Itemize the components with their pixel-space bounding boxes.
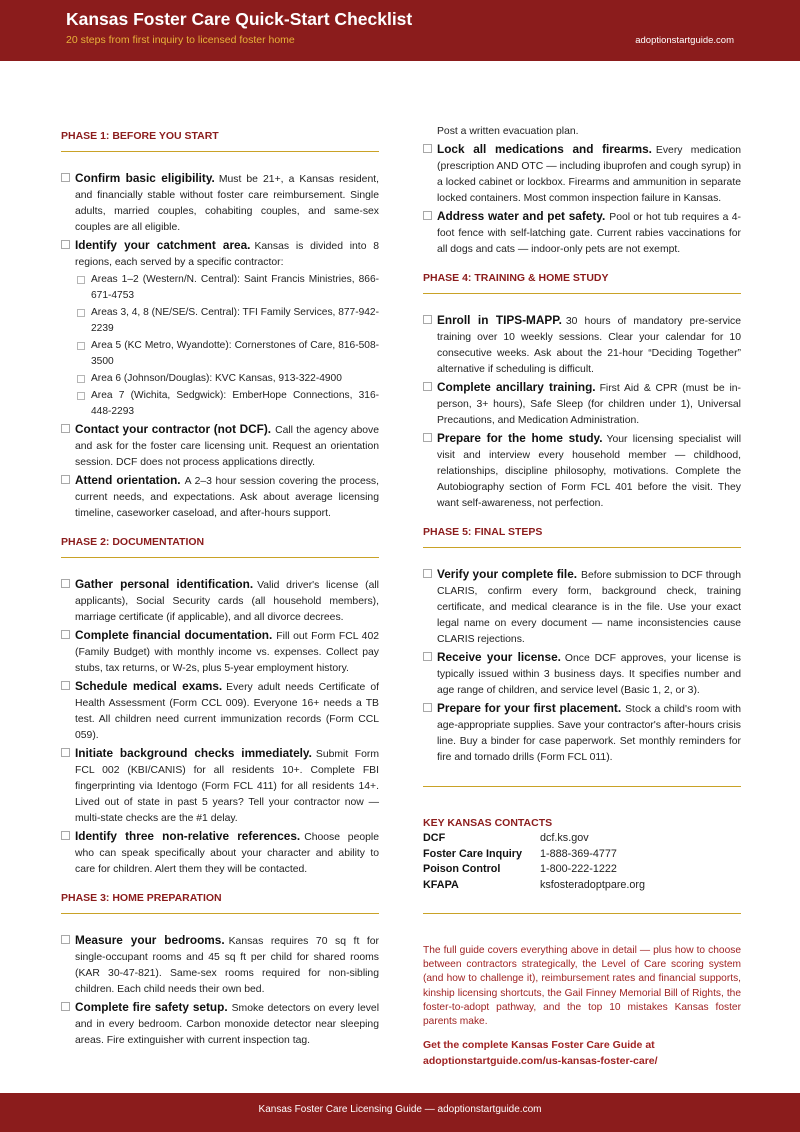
- promo-text: The full guide covers everything above in detail — plus how to choose between contractors strategically, the Level of Care scoring system (and how to challenge it), reimbursement rates and financial supports, kinship licensing shortcuts, the Gail Finney Memorial Bill of Rights, the foster-to-adopt pathway, and the top 10 mistakes Kansas foster parents make.: [423, 945, 741, 1028]
- checkbox[interactable]: [423, 433, 432, 442]
- left-column: [61, 124, 379, 1050]
- contact-label: Poison Control: [423, 863, 501, 875]
- phase-2-heading: PHASE 2: DOCUMENTATION: [61, 530, 379, 558]
- checklist-item: [423, 700, 741, 766]
- checkbox[interactable]: [61, 831, 70, 840]
- checkbox[interactable]: [423, 382, 432, 391]
- contact-value[interactable]: 1-888-369-4777: [540, 847, 617, 860]
- phase-4-heading: PHASE 4: TRAINING & HOME STUDY: [423, 266, 741, 294]
- checklist-item: [61, 678, 379, 744]
- checkbox[interactable]: [61, 681, 70, 690]
- region-item: [61, 272, 379, 304]
- item-title: Complete financial documentation.: [75, 628, 273, 642]
- item-title: Gather personal identification.: [75, 577, 254, 591]
- region-item: [61, 388, 379, 420]
- divider: [423, 786, 741, 787]
- item-title: Enroll in TIPS-MAPP.: [437, 313, 562, 327]
- checkbox[interactable]: [61, 1002, 70, 1011]
- item-text: Once DCF approves, your license is typically issued within 3 business days. It specifies number and age range of children, and service level (Basic 1, 2, or 3).: [437, 653, 741, 696]
- checkbox[interactable]: [61, 579, 70, 588]
- checklist-item: [423, 379, 741, 429]
- checkbox[interactable]: [77, 375, 85, 383]
- item-text: Kansas is divided into 8 regions, each served by a specific contractor:: [75, 241, 379, 268]
- contact-row: [423, 831, 741, 847]
- checklist-item: [61, 627, 379, 677]
- item-text: Fill out Form FCL 402 (Family Budget) with monthly income vs. expenses. Collect pay stubs, tax returns, or W-2s, plus 5-year employment history.: [75, 631, 379, 674]
- checkbox[interactable]: [61, 240, 70, 249]
- item-text: Every adult needs Certificate of Health Assessment (Form CCL 009). Everyone 16+ needs a TB test. All children need current immunization records (Form CCL 059).: [75, 682, 379, 741]
- item-title: Address water and pet safety.: [437, 209, 606, 223]
- region-text: Area 5 (KC Metro, Wyandotte): Cornerstones of Care, 816-508-3500: [91, 340, 379, 367]
- checklist-item: [423, 430, 741, 512]
- checklist-item: [423, 141, 741, 207]
- item-text: Before submission to DCF through CLARIS, confirm every form, background check, training certificate, and medical clearance is in the file. Use your exact legal name on every document — name inconsistencies cause CLARIS rejections.: [437, 570, 741, 645]
- contact-value[interactable]: dcf.ks.gov: [540, 832, 589, 844]
- promo-cta-link[interactable]: adoptionstartguide.com/us-kansas-foster-care/: [423, 1054, 658, 1067]
- item-text: Choose people who can speak specifically about your character and ability to care for children. Alert them they will be contacted.: [75, 832, 380, 875]
- checklist-item: [423, 649, 741, 699]
- region-item: [61, 338, 379, 370]
- item-title: Identify three non-relative references.: [75, 829, 301, 843]
- checklist-item: [61, 237, 379, 271]
- item-text: Kansas requires 70 sq ft for single-occupant rooms and 45 sq ft per child for shared rooms (KAR 30-47-821). Same-sex rooms required for non-sibling children. Each child needs their own bed.: [75, 936, 380, 995]
- checkbox[interactable]: [61, 475, 70, 484]
- item-title: Schedule medical exams.: [75, 679, 223, 693]
- checkbox[interactable]: [77, 342, 85, 350]
- checklist-item: [423, 312, 741, 378]
- region-item: [61, 371, 379, 387]
- contact-label: KFAPA: [423, 878, 459, 891]
- contact-value[interactable]: 1-800-222-1222: [540, 863, 617, 875]
- checklist-item: [423, 566, 741, 648]
- footer-banner: [0, 1093, 800, 1132]
- item-text: Submit Form FCL 002 (KBI/CANIS) for all residents 10+. Complete FBI fingerprinting via Identogo (Form FCL 411) for all residents 14+. Lived out of state in past 5 years? Tell your contractor now — multi-state checks are the #1 delay.: [75, 749, 379, 824]
- footer-text: Kansas Foster Care Licensing Guide — adoptionstartguide.com: [258, 1104, 542, 1115]
- item-title: Confirm basic eligibility.: [75, 171, 215, 185]
- checklist-item: [61, 999, 379, 1049]
- checkbox[interactable]: [423, 211, 432, 220]
- item-text: 30 hours of mandatory pre-service training over 10 weekly sessions. Clear your calendar for 10 consecutive weeks. Ask about the 21-hour “Deciding Together” alternative if scheduling is difficult.: [437, 316, 741, 375]
- item-title: Prepare for your first placement.: [437, 701, 622, 715]
- item-title: Receive your license.: [437, 650, 561, 664]
- checkbox[interactable]: [77, 276, 85, 284]
- region-text: Area 7 (Wichita, Sedgwick): EmberHope Connections, 316-448-2293: [91, 390, 379, 417]
- item-title: Lock all medications and firearms.: [437, 142, 652, 156]
- item-text: Call the agency above and ask for the foster care licensing unit. Request an orientation session. DCF does not process applications directly.: [75, 425, 379, 468]
- contact-row: [423, 847, 741, 863]
- checklist-item: [61, 745, 379, 827]
- item-text: Every medication (prescription AND OTC — including ibuprofen and cough syrup) in a locked cabinet or lockbox. Firearms and ammunition in separate locked containers. Most common inspection failure in Kansas.: [437, 145, 741, 204]
- checkbox[interactable]: [423, 569, 432, 578]
- item-title: Measure your bedrooms.: [75, 933, 225, 947]
- phase-1-heading: PHASE 1: BEFORE YOU START: [61, 124, 379, 152]
- phase-3-heading: PHASE 3: HOME PREPARATION: [61, 886, 379, 914]
- item-title: Prepare for the home study.: [437, 431, 603, 445]
- phase-5-heading: PHASE 5: FINAL STEPS: [423, 520, 741, 548]
- item-title: Complete ancillary training.: [437, 380, 596, 394]
- contact-label: DCF: [423, 832, 446, 844]
- item-title: Complete fire safety setup.: [75, 1000, 228, 1014]
- checkbox[interactable]: [423, 144, 432, 153]
- checkbox[interactable]: [61, 424, 70, 433]
- region-text: Areas 1–2 (Western/N. Central): Saint Francis Ministries, 866-671-4753: [91, 274, 379, 301]
- checklist-item: [61, 170, 379, 236]
- promo-cta: [423, 1038, 741, 1069]
- page-subtitle: 20 steps from first inquiry to licensed foster home: [66, 34, 295, 46]
- checklist-item: [423, 208, 741, 258]
- item-title: Identify your catchment area.: [75, 238, 251, 252]
- item-title: Contact your contractor (not DCF).: [75, 422, 272, 436]
- checkbox[interactable]: [423, 315, 432, 324]
- item-text: Valid driver's license (all applicants), Social Security cards (all household members), marriage certificate (if applicable), and all divorce decrees.: [75, 580, 379, 623]
- item-text: Stock a child's room with age-appropriate supplies. Save your contractor's after-hours crisis line. Buy a binder for case paperwork. Set monthly reminders for fire and tornado drills (Form FCL 011).: [437, 704, 741, 763]
- right-column: [423, 124, 741, 1069]
- item-text: Pool or hot tub requires a 4-foot fence with self-latching gate. Current rabies vaccinations for all dogs and cats — indoor-only pets are not exempt.: [437, 212, 741, 255]
- checkbox[interactable]: [61, 630, 70, 639]
- item-text: Your licensing specialist will visit and interview every household member — childhood, relationships, discipline philosophy, motivations. Complete the Autobiography section of Form FCL 401 before the visit. They want self-awareness, not perfection.: [437, 434, 741, 509]
- item-title: Attend orientation.: [75, 473, 181, 487]
- header-site-link[interactable]: adoptionstartguide.com: [635, 35, 734, 46]
- item-title: Initiate background checks immediately.: [75, 746, 312, 760]
- item-text: Smoke detectors on every level and in every bedroom. Carbon monoxide detector near sleeping areas. Fire extinguisher with current inspection tag.: [75, 1003, 379, 1046]
- checkbox[interactable]: [423, 652, 432, 661]
- checklist-item: [61, 576, 379, 626]
- contact-value[interactable]: ksfosteradoptpare.org: [540, 878, 646, 891]
- region-item: [61, 305, 379, 337]
- checkbox[interactable]: [61, 748, 70, 757]
- checkbox[interactable]: [77, 309, 85, 317]
- item-text: First Aid & CPR (must be in-person, 3+ hours), Safe Sleep (for children under 1), Universal Precautions, and Medication Administration.: [437, 383, 741, 426]
- checklist-item: [61, 932, 379, 998]
- contacts-heading: KEY KANSAS CONTACTS: [423, 817, 553, 829]
- page-title: Kansas Foster Care Quick-Start Checklist: [66, 9, 413, 29]
- region-text: Area 6 (Johnson/Douglas): KVC Kansas, 913-322-4900: [91, 373, 342, 384]
- divider: [423, 913, 741, 914]
- checkbox[interactable]: [61, 935, 70, 944]
- item-text: Must be 21+, a Kansas resident, and financially stable without foster care reimbursement. Single adults, married couples, cohabiting couples, and same-sex couples are all eligible.: [75, 174, 380, 233]
- header-banner: [0, 0, 800, 61]
- contact-row: [423, 862, 741, 878]
- contact-row: [423, 878, 741, 894]
- checklist-item: [61, 421, 379, 471]
- item-title: Verify your complete file.: [437, 567, 578, 581]
- region-text: Areas 3, 4, 8 (NE/SE/S. Central): TFI Family Services, 877-942-2239: [91, 307, 379, 334]
- checkbox[interactable]: [77, 392, 85, 400]
- promo-cta-line: Get the complete Kansas Foster Care Guide at: [423, 1039, 655, 1052]
- checklist-item: [61, 472, 379, 522]
- contact-label: Foster Care Inquiry: [423, 847, 522, 860]
- item-text: A 2–3 hour session covering the process, current needs, and expectations. Ask about average licensing timeline, caseworker caseload, and after-hours support.: [75, 476, 380, 519]
- checkbox[interactable]: [423, 703, 432, 712]
- checklist-item: [61, 828, 379, 878]
- checkbox[interactable]: [61, 173, 70, 182]
- continued-text: Post a written evacuation plan.: [437, 126, 579, 137]
